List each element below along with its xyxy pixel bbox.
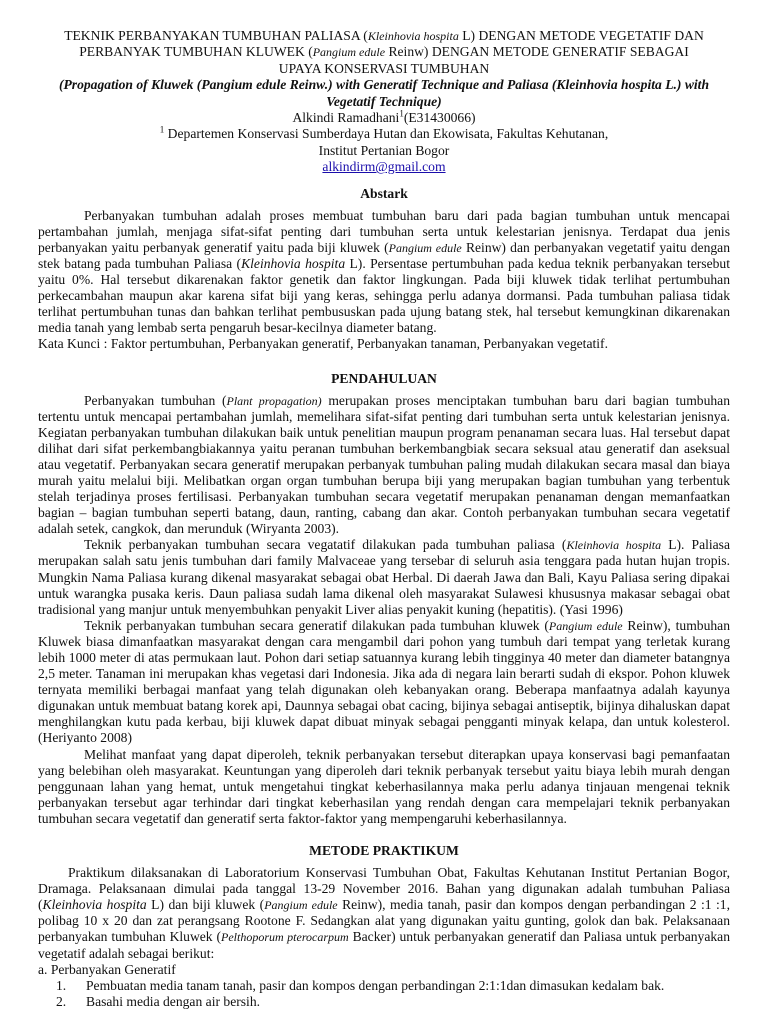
abstract-heading: Abstark (360, 185, 408, 201)
method-heading: METODE PRAKTIKUM (309, 843, 459, 859)
list-item: 2. Basahi media dengan air bersih. (56, 993, 261, 1009)
author-email-link[interactable]: alkindirm@gmail.com (322, 159, 446, 175)
list-item: 1. Pembuatan media tanam tanah, pasir dan kompos dengan perbandingan 2:1:1dan dimasukan kedalam bak. (56, 977, 665, 993)
list-heading-generatif: a. Perbanyakan Generatif (38, 961, 176, 977)
intro-paragraph: Perbanyakan tumbuhan (Plant propagation) merupakan proses menciptakan tumbuhan baru dari bagian tumbuhan tertentu untuk mencapai pertambahan jumlah, memelihara sifat-sifat penting dari tumbuhan serta untuk kelestarian jenisnya. Kegiatan perbanyakan tumbuhan dilakukan baik untuk penelitian maupun program penanaman secara luas. Hal tersebut dapat dilihat dari sifat perkembangbiakannya yaitu peranan tumbuhan berkembangbiak secara seksual atau generatif dan aseksual atau vegetatif. Perbanyakan secara generatif merupakan perbanyak tumbuhan paling mudah dilakukan secara masal dan biaya murah yaitu melalui biji. Melibatkan organ organ tumbuhan berupa biji yang merupakan bagian tumbuhan yang terbentuk stelah terjadinya proses fertilisasi. Perbanyakan tumbuhan secara vegetatif merupakan penanaman dengan memanfaatkan bagian – bagian tumbuhan seperti batang, daun, ranting, cabang dan akar. Contoh perbanyakan tumbuhan secara vegetatif adalah setek, cangkok, dan merunduk (Wiryanta 2003). (38, 392, 730, 537)
method-paragraph: Praktikum dilaksanakan di Laboratorium Konservasi Tumbuhan Obat, Fakultas Kehutanan Institut Pertanian Bogor, Dramaga. Pelaksanaan dimulai pada tanggal 13-29 November 2016. Bahan yang digunakan adalah tumbuhan Paliasa (Kleinhovia hospita L) dan biji kluwek (Pangium edule Reinw), media tanah, pasir dan kompos dengan perbandingan 2 :1 :1, polibag 10 x 20 dan zat perangsang Rootone F. Sedangkan alat yang digunakan yaitu gunting, golok dan bak. Pelaksanaan perbanyakan tumbuhan Kluwek (Pelthoporum pterocarpum Backer) untuk perbanyakan generatif dan Paliasa untuk perbanyakan vegetatif adalah sebagai berikut: (38, 865, 730, 961)
keywords: Kata Kunci : Faktor pertumbuhan, Perbanyakan generatif, Perbanyakan tanaman, Perbanyakan vegetatif. (38, 336, 608, 352)
author-block: Alkindi Ramadhani$^1$(E31430066) $^1$ Departemen Konservasi Sumberdaya Hutan dan Ekowisata, Fakultas Kehutanan, Institut Pertanian Bogor alkindirm@gmail.com (38, 110, 730, 176)
intro-paragraph: Teknik perbanyakan tumbuhan secara vegatatif dilakukan pada tumbuhan paliasa (Kleinhovia hospita L). Paliasa merupakan salah satu jenis tumbuhan dari family Malvaceae yang tersebar di seluruh asia tenggara pada hutan hujan tropis. Mungkin Nama Paliasa kurang dikenal masyarakat sebagai obat Herbal. Di daerah Jawa dan Bali, Kayu Paliasa sering dipakai untuk warangka pusaka keris. Daun paliasa sudah lama dikenal oleh masyarakat Sulawesi khususnya makasar sebagai obat tradisional yang manjur untuk menyembuhkan penyakit Liver alias penyakit kuning (hepatitis). (Yasi 1996) (38, 537, 731, 617)
intro-paragraph: Teknik perbanyakan tumbuhan secara generatif dilakukan pada tumbuhan kluwek (Pangium edule Reinw), tumbuhan Kluwek biasa dimanfaatkan masyarakat dengan cara mengambil dari pohon yang tumbuh dari tempat yang terletak kurang lebih 1000 meter di atas permukaan laut. Pohon dari setiap satuannya kurang lebih tingginya 40 meter dan diameter batangnya 2,5 meter. Tanaman ini merupakan khas vegetasi dari Indonesia. Jika ada di negara lain berarti sudah di ekspor. Pohon kluwek ternyata memiliki berbagai manfaat yang telah digunakan oleh kebanyakan orang. Beberapa manfaatnya adalah kayunya digunakan untuk membuat batang korek api, Daunnya sebagai obat cacing, bijinya sebagai antiseptik, bijinya dihaluskan dapat menghilangkan kutu pada kerbau, biji kluwek dapat dibuat minyak sebagai pengganti minyak kelapa, dan untuk kolesterol.(Heriyanto 2008) (38, 617, 730, 746)
author-name: Alkindi Ramadhani (292, 110, 400, 126)
intro-heading: PENDAHULUAN (331, 370, 437, 386)
english-title: (Propagation of Kluwek (Pangium edule Reinw.) with Generatif Technique and Paliasa (Kleinhovia hospita L.) with Vegetatif Technique) (58, 77, 710, 109)
abstract-text: Perbanyakan tumbuhan adalah proses membuat tumbuhan baru dari pada bagian tumbuhan untuk mencapai pertambahan jumlah, menjaga sifat-sifat penting dari tumbuhan serta untuk kelestarian jenisnya. Terdapat dua jenis perbanyakan yaitu perbanyak generatif yaitu pada biji kluwek (Pangium edule Reinw) dan perbanyakan vegetatif yaitu dengan stek batang pada tumbuhan Paliasa (Kleinhovia hospita L). Persentase pertumbuhan pada kedua teknik perbanyakan tersebut yaitu 0%. Hal tersebut dikarenakan faktor genetik dan faktor lingkungan. Pada biji kluwek tidak terlihat pertumbuhan perkecambahan maupun akar karena sifat biji yang keras, sehingga perlu adanya dormansi. Pada tumbuhan paliasa tidak terlihat pertumbuhan tunas dan bahkan terlihat pembususkan pada ujung batang stek, hal tersebut kemungkinan dikarenakan media tanah yang lembab serta pengaruh besar-kecilnya diameter batang. (38, 207, 730, 336)
affiliation: $^1$ Departemen Konservasi Sumberdaya Hutan dan Ekowisata, Fakultas Kehutanan, (159, 124, 609, 142)
paper-title: TEKNIK PERBANYAKAN TUMBUHAN PALIASA (Kleinhovia hospita L) DENGAN METODE VEGETATIF DAN PERBANYAK TUMBUHAN KLUWEK (Pangium edule Reinw) DENGAN METODE GENERATIF SEBAGAI UPAYA KONSERVASI TUMBUHAN (Propagation of Kluwek (Pangium edule Reinw.) with Generatif Technique and Paliasa (Kleinhovia hospita L.) with Vegetatif Technique) (38, 28, 730, 110)
intro-paragraph: Melihat manfaat yang dapat diperoleh, teknik perbanyakan tersebut diterapkan upaya konservasi bagi pemanfaatan yang belebihan oleh masyarakat. Keuntungan yang diperoleh dari teknik perbanyak tersebut yaitu biaya lebih murah dengan penggunaan lahan yang hemat, untuk mengetahui tingkat keberhasilannya maka perlu adanya tinjauan mengenai teknik perbanyakan tersebut agar terhindar dari tingkat keberhasilan yang rendah dengan cara mempelajari teknik perbanyakan tumbuhan secara vegetatif dan generatif serta faktor-faktor yang mempengaruhi keberhasilannya. (38, 746, 730, 826)
procedure-list (38, 978, 730, 1010)
